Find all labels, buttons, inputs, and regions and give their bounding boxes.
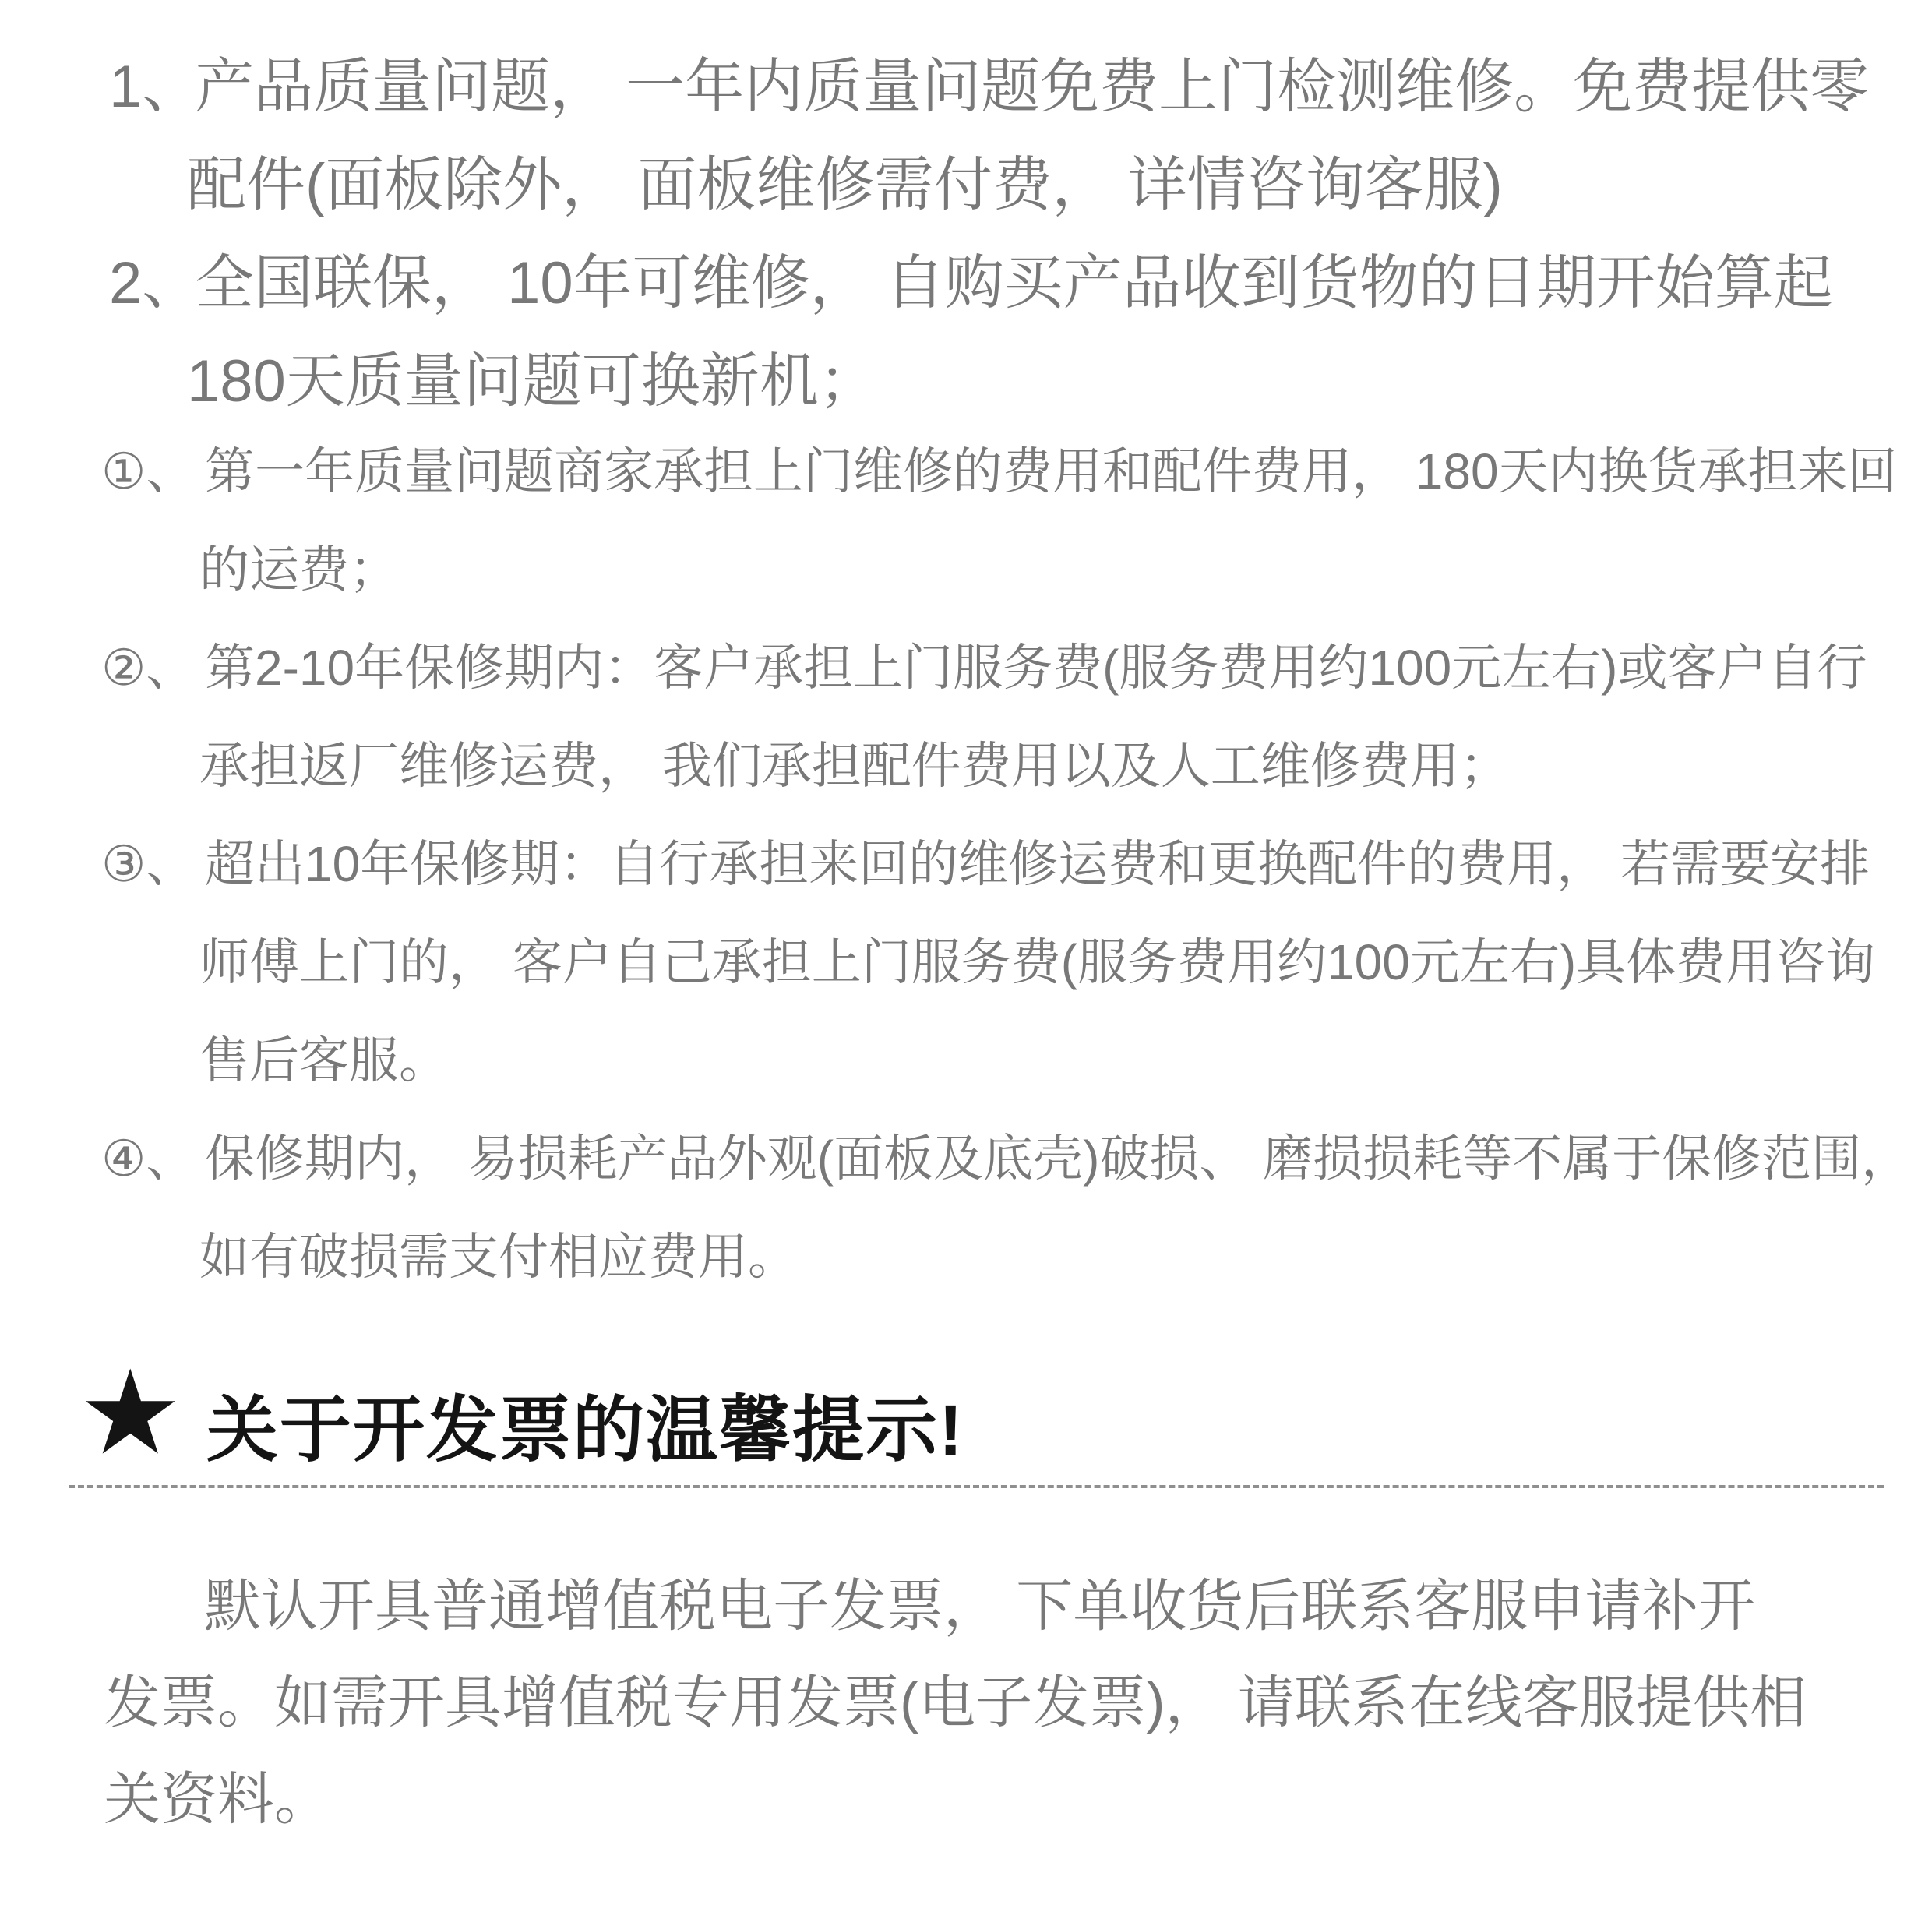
warranty-line-8 — [0, 726, 1932, 794]
warranty-line-text: 全国联保， 10年可维修， 自购买产品收到货物的日期开始算起 — [195, 250, 1833, 316]
warranty-line-text: 180天质量问题可换新机； — [187, 348, 878, 414]
warranty-line-text: 产品质量问题， 一年内质量问题免费上门检测维修。免费提供零 — [195, 54, 1870, 120]
warranty-line-4 — [0, 333, 1932, 414]
list-marker: 2、 — [109, 250, 202, 316]
warranty-line-text: 售后客服。 — [199, 1032, 449, 1088]
invoice-notice-title: 关于开发票的温馨提示! — [206, 1391, 964, 1470]
warranty-line-text: 师傅上门的， 客户自己承担上门服务费(服务费用约100元左右)具体费用咨询 — [199, 934, 1876, 990]
invoice-paragraph-line: 关资料。 — [104, 1768, 331, 1831]
warranty-line-7 — [0, 628, 1932, 696]
warranty-line-6 — [0, 530, 1932, 598]
warranty-line-12 — [0, 1119, 1932, 1187]
dashed-divider — [69, 1485, 1884, 1488]
warranty-line-2 — [0, 137, 1932, 218]
warranty-line-text: 第2-10年保修期内：客户承担上门服务费(服务费用约100元左右)或客户自行 — [205, 640, 1867, 696]
warranty-line-text: 第一年质量问题商家承担上门维修的费用和配件费用， 180天内换货承担来回 — [205, 443, 1898, 499]
circled-number-marker: ③、 — [101, 836, 196, 892]
list-marker: 1、 — [109, 54, 202, 120]
warranty-line-text: 保修期内， 易损耗产品外观(面板及底壳)破损、 磨损损耗等不属于保修范围， — [205, 1131, 1912, 1187]
invoice-paragraph-line: 默认开具普通增值税电子发票， 下单收货后联系客服申请补开 — [204, 1575, 1756, 1638]
warranty-line-text: 如有破损需支付相应费用。 — [199, 1229, 798, 1285]
warranty-line-text: 超出10年保修期：自行承担来回的维修运费和更换配件的费用， 若需要安排 — [205, 836, 1870, 892]
warranty-line-5 — [0, 432, 1932, 499]
warranty-line-text: 承担返厂维修运费， 我们承担配件费用以及人工维修费用； — [199, 738, 1510, 794]
warranty-line-9 — [0, 824, 1932, 892]
circled-number-marker: ①、 — [101, 443, 196, 499]
invoice-paragraph-line: 发票。如需开具增值税专用发票(电子发票)， 请联系在线客服提供相 — [104, 1671, 1807, 1734]
warranty-line-13 — [0, 1217, 1932, 1285]
warranty-line-11 — [0, 1021, 1932, 1088]
warranty-line-10 — [0, 922, 1932, 990]
circled-number-marker: ②、 — [101, 640, 196, 696]
warranty-line-text: 配件(面板除外， 面板维修需付费， 详情咨询客服) — [187, 152, 1503, 218]
star-icon: ★ — [78, 1347, 183, 1478]
circled-number-marker: ④、 — [101, 1131, 196, 1187]
warranty-line-3 — [0, 235, 1932, 316]
warranty-line-1 — [0, 39, 1932, 120]
warranty-line-text: 的运费； — [199, 541, 399, 598]
